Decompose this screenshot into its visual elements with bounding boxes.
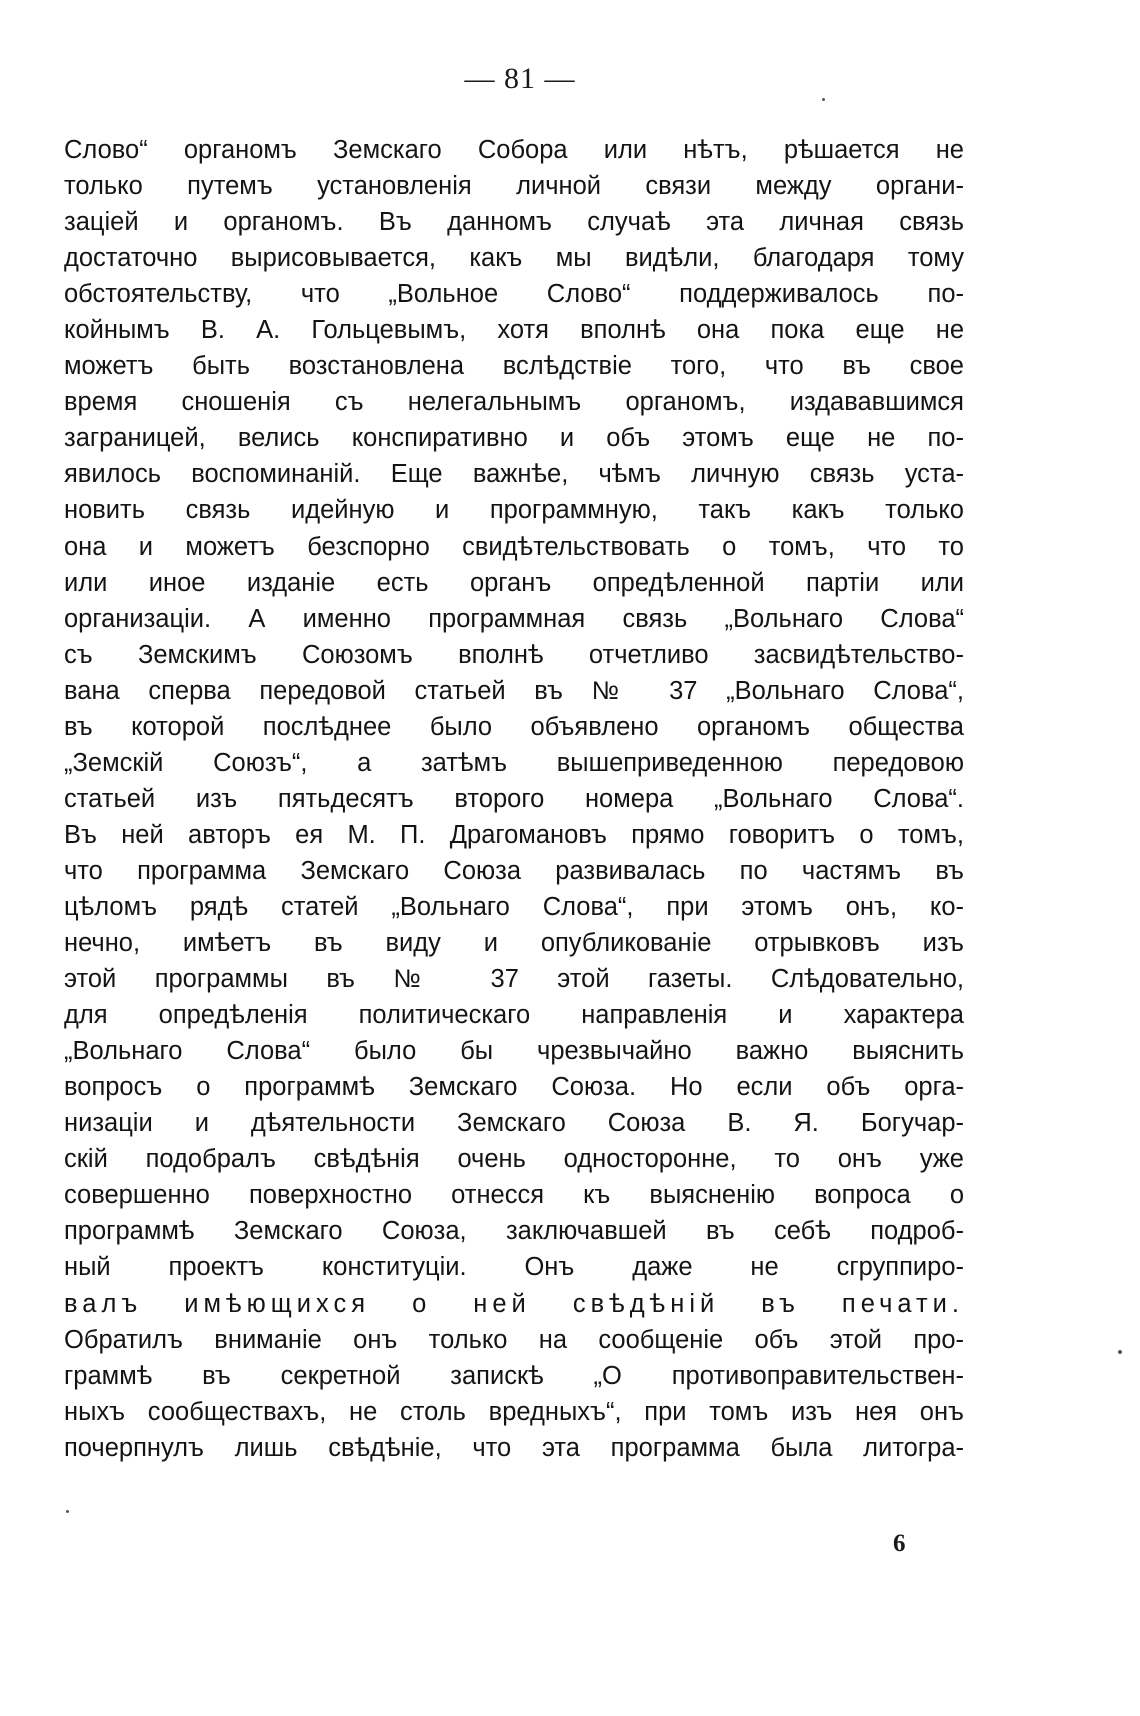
text-line: валъ имѣющихся о ней свѣдѣній въ печати. [64,1289,964,1318]
text-line: совершенно поверхностно отнесся къ выясненію вопроса о [64,1181,964,1210]
text-line: заціей и органомъ. Въ данномъ случаѣ эта личная связь [64,208,964,237]
text-line: обстоятельству, что „Вольное Слово“ поддерживалось по- [64,280,964,309]
text-line: въ которой послѣднее было объявлено органомъ общества [64,712,964,741]
text-line: почерпнулъ лишь свѣдѣніе, что эта программа была литогра- [64,1433,964,1462]
body-text [64,132,964,1466]
text-line: что программа Земскаго Союза развивалась по частямъ въ [64,856,964,885]
text-line: скій подобралъ свѣдѣнія очень одностороннe, то онъ уже [64,1145,964,1174]
text-line: „Вольнаго Слова“ было бы чрезвычайно важно выяснить [64,1037,964,1066]
text-line: заграницей, велись конспиративно и объ этомъ еще не по- [64,424,964,453]
text-line: нечно, имѣетъ въ виду и опубликованіе отрывковъ изъ [64,929,964,958]
signature-mark: 6 [893,1530,906,1557]
text-line: организаціи. А именно программная связь „Вольнаго Слова“ [64,604,964,633]
text-line: вана сперва передовой статьей въ № 37 „Вольнаго Слова“, [64,676,964,705]
text-line: явилось воспоминаній. Еще важнѣе, чѣмъ личную связь уста- [64,460,964,489]
page-number: — 81 — [464,62,576,95]
text-line: этой программы въ № 37 этой газеты. Слѣдовательно, [64,965,964,994]
text-line: или иное изданіе есть органъ опредѣленной партіи или [64,568,964,597]
text-line: только путемъ установленія личной связи между органи- [64,172,964,201]
text-line: вопросъ о программѣ Земскаго Союза. Но если объ орга- [64,1073,964,1102]
text-line: для опредѣленія политическаго направленія и характера [64,1001,964,1030]
text-line: ныхъ сообществахъ, не столь вредныхъ“, при томъ изъ нея онъ [64,1397,964,1426]
text-line: статьей изъ пятьдесятъ второго номера „Вольнаго Слова“. [64,784,964,813]
text-line: программѣ Земскаго Союза, заключавшей въ себѣ подроб- [64,1217,964,1246]
text-line: Слово“ органомъ Земскаго Собора или нѣтъ, рѣшается не [64,136,964,164]
text-line: достаточно вырисовывается, какъ мы видѣли, благодаря тому [64,244,964,273]
print-speck [822,98,825,101]
text-line: Въ ней авторъ ея М. П. Драгомановъ прямо говоритъ о томъ, [64,820,964,849]
text-line: время сношенія съ нелегальнымъ органомъ, издававшимся [64,388,964,417]
print-speck [1118,1350,1122,1354]
text-line: съ Земскимъ Союзомъ вполнѣ отчетливо засвидѣтельство- [64,640,964,669]
text-line: койнымъ В. А. Гольцевымъ, хотя вполнѣ она пока еще не [64,316,964,345]
text-line: граммѣ въ секретной запискѣ „О противоправительствен- [64,1361,964,1390]
text-line: можетъ быть возстановлена вслѣдствіе того, что въ свое [64,352,964,381]
text-line: она и можетъ безспорно свидѣтельствовать о томъ, что то [64,532,964,561]
text-line: цѣломъ рядѣ статей „Вольнаго Слова“, при этомъ онъ, ко- [64,892,964,921]
text-line: „Земскій Союзъ“, а затѣмъ вышеприведенною передовою [64,748,964,777]
text-line: низаціи и дѣятельности Земскаго Союза В. Я. Богучар- [64,1109,964,1138]
print-speck [66,1510,69,1513]
text-line: новить связь идейную и программную, такъ какъ только [64,496,964,525]
text-line: Обратилъ вниманіе онъ только на сообщеніе объ этой про- [64,1325,964,1354]
text-line: ный проектъ конституціи. Онъ даже не сгруппиро- [64,1253,964,1282]
